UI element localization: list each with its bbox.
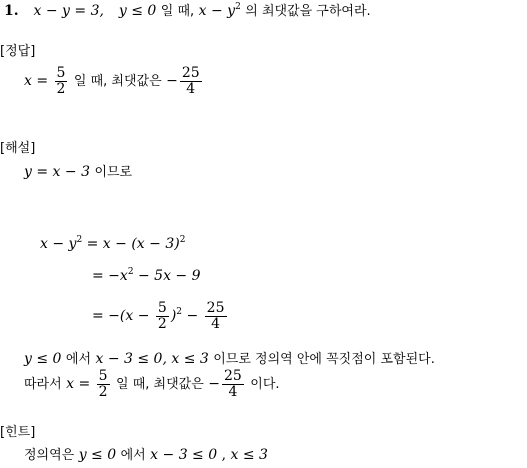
hint-line [24,446,268,465]
conclusion2-text-1: 따라서 [24,377,62,392]
conclusion-text-2: 이므로 정의역 안에 꼭짓점이 포함된다. [213,352,435,367]
conclusion2-expr: x = [66,376,91,392]
hint-expr-1: y ≤ 0 [78,447,117,463]
problem-text-2: 의 최댓값을 구하여라. [245,4,371,19]
answer-minus: − [166,73,178,89]
conclusion-expr-2: x − 3 ≤ 0, [95,351,167,367]
equation-rhs-1: = $x - (x - 3)^2$ [86,235,186,252]
conclusion2-fraction-25-4: $\frac{25}{4}$ [223,367,242,400]
hint-text-2: 에서 [120,448,146,463]
equation-rhs-3b: )$^2$ [170,307,183,324]
answer-line [24,64,204,99]
conclusion-line-2 [24,367,280,402]
equation-fraction-25-4: $\frac{25}{4}$ [206,299,225,332]
equation-lhs: $x - y^2$ [40,235,83,252]
solution-line-1 [24,163,132,182]
problem-text-1: 일 때, [160,4,195,19]
answer-header: [정답] [0,44,36,59]
hint-header: [힌트] [0,425,36,440]
solution-line-1-text: 이므로 [94,165,133,180]
problem-target-expr: $x - y^2$ [198,2,241,19]
hint-expr-3: x ≤ 3 [230,447,268,463]
conclusion2-minus: − [208,376,220,392]
problem-condition-2: y ≤ 0 [118,3,157,19]
conclusion-expr-1: y ≤ 0 [24,351,62,367]
problem-condition-1: x − y = 3, [33,3,104,19]
hint-text-1: 정의역은 [24,448,75,463]
conclusion2-fraction-5-2: $\frac{5}{2}$ [98,367,108,400]
equation-row-2 [92,267,201,285]
hint-expr-2: x − 3 ≤ 0 [150,447,218,463]
answer-text: 일 때, 최댓값은 [73,74,162,89]
conclusion-expr-3: x ≤ 3 [171,351,209,367]
answer-x-eq: x = [24,73,49,89]
hint-separator: , [221,447,227,463]
problem-number: 1. [4,3,19,19]
equation-fraction-5-2: $\frac{5}{2}$ [157,299,167,332]
equation-row-3 [92,299,229,333]
equation-row-1 [40,235,185,253]
conclusion-text-1: 에서 [65,352,92,367]
equation-rhs-2: = $-x^2 - 5x - 9$ [92,267,201,284]
equation-rhs-3a: = −(x − [92,308,150,324]
solution-line-1-expr: y = x − 3 [24,164,90,180]
conclusion2-text-3: 이다. [250,377,280,392]
problem-statement [4,2,371,21]
equation-minus: − [186,308,199,324]
solution-header: [해설] [0,141,36,156]
conclusion2-text-2: 일 때, 최댓값은 [116,377,204,392]
answer-max-fraction: $\frac{25}{4}$ [181,64,200,97]
answer-x-fraction: $\frac{5}{2}$ [56,64,66,97]
